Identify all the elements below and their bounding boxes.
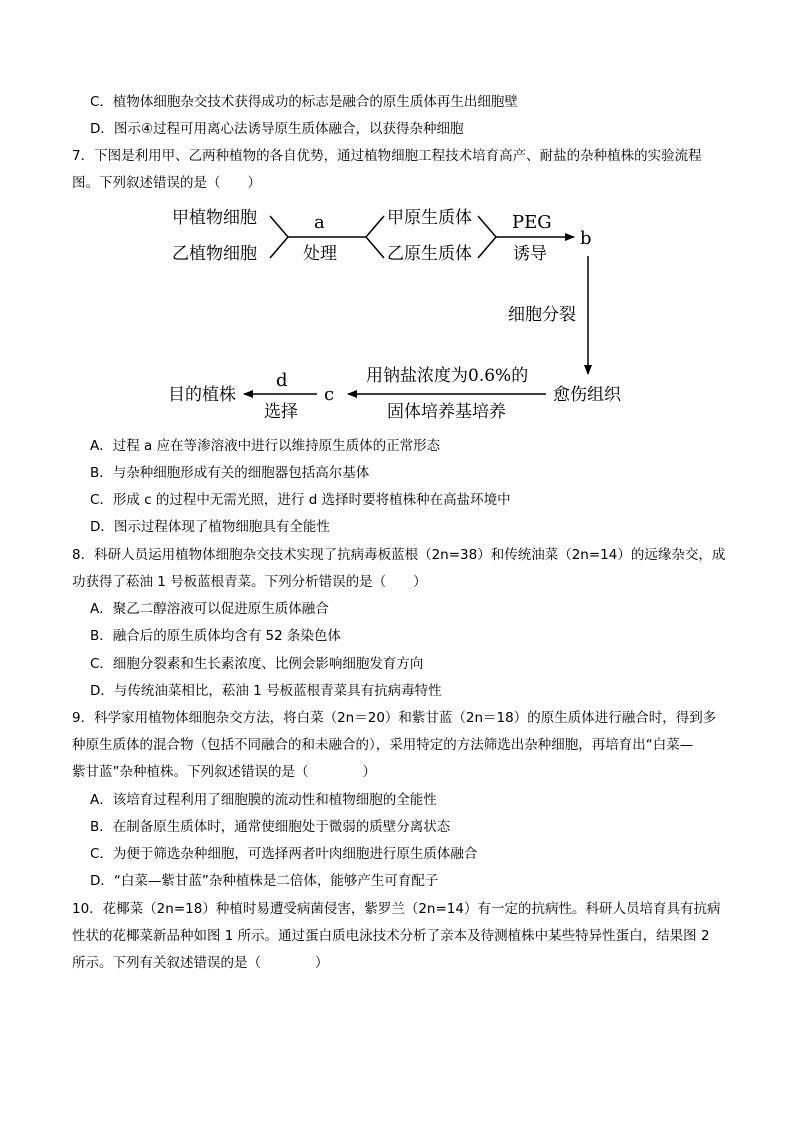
q6-option-c: C．植物体细胞杂交技术获得成功的标志是融合的原生质体再生出细胞壁 xyxy=(90,94,518,110)
diagram-select: 选择 xyxy=(264,402,298,422)
q7-stem-line1: 7．下图是利用甲、乙两种植物的各自优势，通过植物细胞工程技术培育高产、耐盐的杂种植株的实验流程 xyxy=(72,148,702,164)
q6-option-d: D．图示④过程可用离心法诱导原生质体融合，以获得杂种细胞 xyxy=(90,121,464,137)
diagram-proto-a: 甲原生质体 xyxy=(387,208,472,228)
diagram-target: 目的植株 xyxy=(168,385,236,405)
diagram-d: d xyxy=(276,370,288,391)
q8-option-c: C．细胞分裂素和生长素浓度、比例会影响细胞发育方向 xyxy=(90,656,424,672)
q9-stem-line1: 9．科学家用植物体细胞杂交方法，将白菜（2n＝20）和紫甘蓝（2n＝18）的原生质体进行融合时，得到多 xyxy=(72,710,717,726)
diagram-peg: PEG xyxy=(512,212,552,233)
diagram-step-a-letter: a xyxy=(314,212,325,233)
diagram-culture-bottom: 固体培养基培养 xyxy=(387,402,506,422)
q10-stem-line2: 性状的花椰菜新品种如图 1 所示。通过蛋白质电泳技术分析了亲本及待测植株中某些特异性蛋白，结果图 2 xyxy=(72,928,710,944)
q9-stem-line3: 紫甘蓝”杂种植株。下列叙述错误的是（ ） xyxy=(72,764,376,780)
diagram-bracket-left xyxy=(270,216,288,258)
diagram-culture-top: 用钠盐浓度为0.6%的 xyxy=(366,366,529,386)
q7-option-b: B．与杂种细胞形成有关的细胞器包括高尔基体 xyxy=(90,465,370,481)
q9-option-c: C．为便于筛选杂种细胞，可选择两者叶肉细胞进行原生质体融合 xyxy=(90,846,478,862)
diagram-callus: 愈伤组织 xyxy=(553,385,621,405)
diagram-proto-b: 乙原生质体 xyxy=(387,244,472,264)
diagram-bracket-mid-left xyxy=(366,216,384,258)
q9-stem-line2: 种原生质体的混合物（包括不同融合的和未融合的），采用特定的方法筛选出杂种细胞，再培育出“白菜— xyxy=(72,737,694,753)
diagram-cell-a: 甲植物细胞 xyxy=(172,208,257,228)
q8-stem-line2: 功获得了菘油 1 号板蓝根青菜。下列分析错误的是（ ） xyxy=(72,574,427,590)
q9-option-d: D．“白菜—紫甘蓝”杂种植株是二倍体，能够产生可育配子 xyxy=(90,873,439,889)
diagram-division: 细胞分裂 xyxy=(508,305,576,325)
q8-option-d: D．与传统油菜相比，菘油 1 号板蓝根青菜具有抗病毒特性 xyxy=(90,683,442,699)
q10-stem-line1: 10．花椰菜（2n=18）种植时易遭受病菌侵害，紫罗兰（2n=14）有一定的抗病性。科研人员培育具有抗病 xyxy=(72,901,721,917)
q8-option-a: A．聚乙二醇溶液可以促进原生质体融合 xyxy=(90,601,329,617)
q8-stem-line1: 8．科研人员运用植物体细胞杂交技术实现了抗病毒板蓝根（2n=38）和传统油菜（2n=14）的远缘杂交，成 xyxy=(72,547,726,563)
diagram-c: c xyxy=(324,384,335,405)
q7-option-d: D．图示过程体现了植物细胞具有全能性 xyxy=(90,519,330,535)
q9-option-a: A．该培育过程利用了细胞膜的流动性和植物细胞的全能性 xyxy=(90,792,437,808)
diagram-cell-b: 乙植物细胞 xyxy=(172,244,257,264)
q8-option-b: B．融合后的原生质体均含有 52 条染色体 xyxy=(90,628,342,644)
q7-option-a: A．过程 a 应在等渗溶液中进行以维持原生质体的正常形态 xyxy=(90,438,441,454)
q9-option-b: B．在制备原生质体时，通常使细胞处于微弱的质壁分离状态 xyxy=(90,819,451,835)
q10-stem-line3: 所示。下列有关叙述错误的是（ ） xyxy=(72,955,329,971)
diagram-step-a-label: 处理 xyxy=(303,244,337,264)
diagram-b: b xyxy=(580,228,592,249)
diagram-bracket-mid-right xyxy=(478,216,496,258)
q7-stem-line2: 图。下列叙述错误的是（ ） xyxy=(72,175,261,191)
q7-option-c: C．形成 c 的过程中无需光照，进行 d 选择时要将植株种在高盐环境中 xyxy=(90,492,511,508)
diagram-induce: 诱导 xyxy=(513,244,547,264)
